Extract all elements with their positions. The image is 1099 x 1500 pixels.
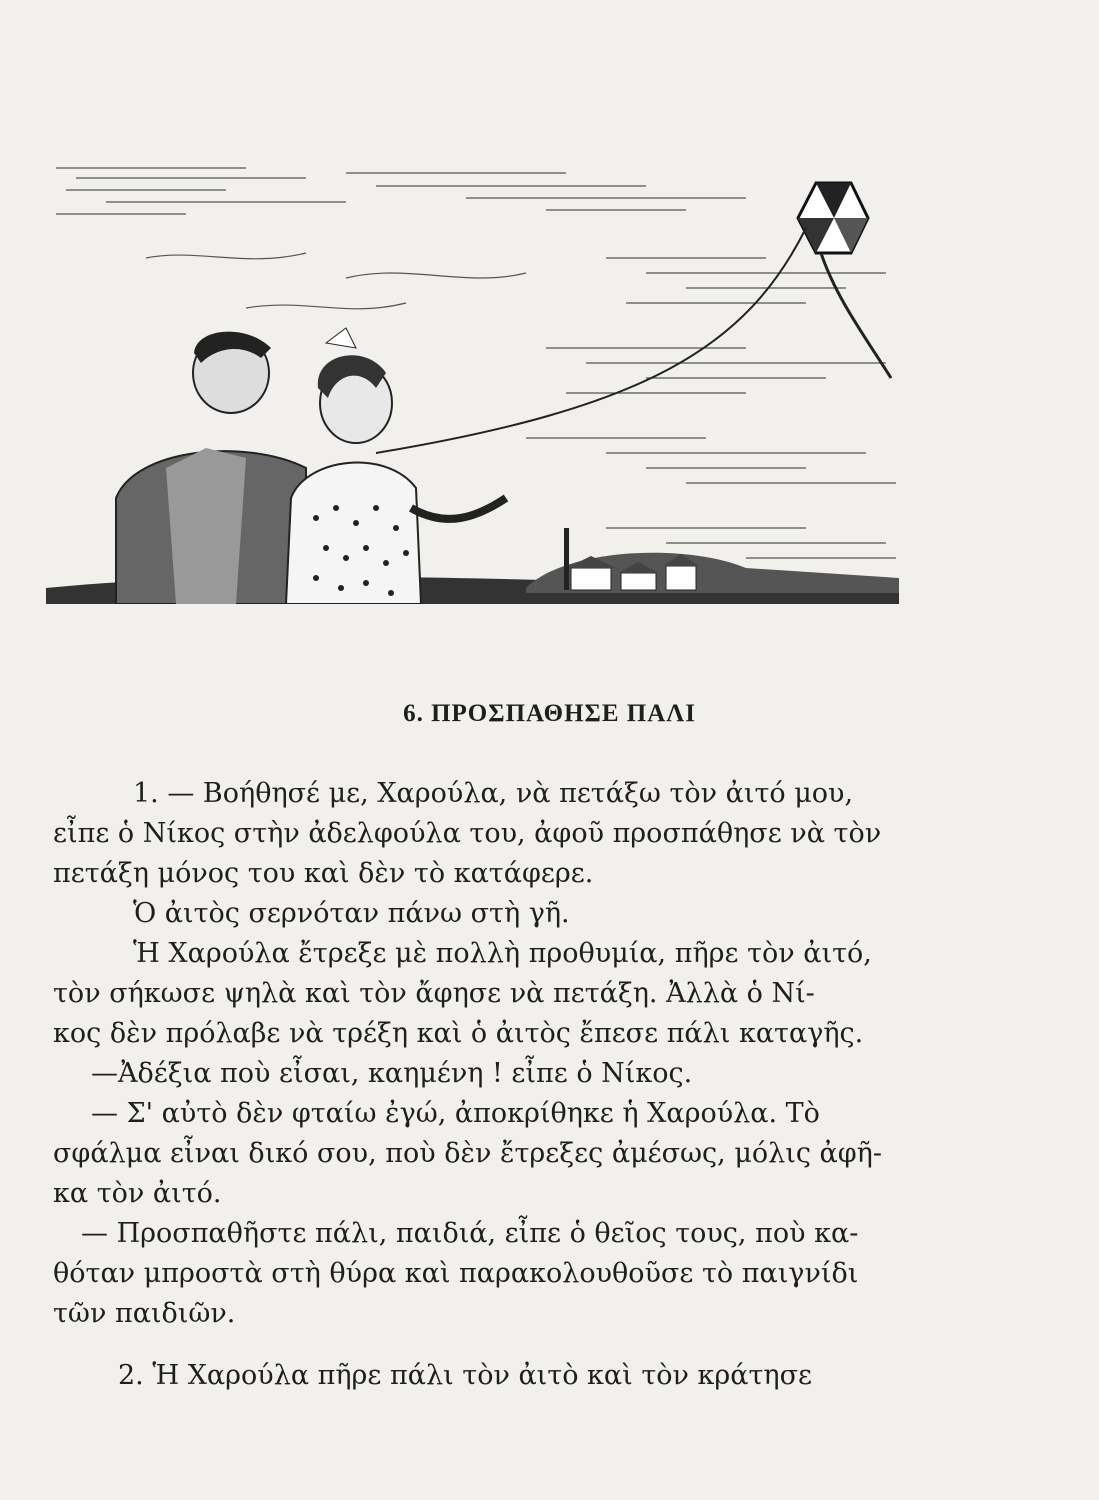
lesson-text	[53, 774, 906, 1396]
text-line: τῶν παιδιῶν.	[53, 1298, 236, 1329]
text-line: Ὁ ἀιτὸς σερνόταν πάνω στὴ γῆ.	[133, 898, 570, 929]
text-line: — Προσπαθῆστε πάλι, παιδιά, εἶπε ὁ θεῖος τους, ποὺ κα-	[81, 1218, 859, 1249]
boy-figure	[116, 332, 306, 604]
text-line: Ἡ Χαρούλα ἔτρεξε μὲ πολλὴ προθυμία, πῆρε τὸν ἀιτό,	[133, 938, 872, 969]
text-line: 2. Ἡ Χαρούλα πῆρε πάλι τὸν ἀιτὸ καὶ τὸν κράτησε	[118, 1360, 813, 1391]
text-line: τὸν σήκωσε ψηλὰ καὶ τὸν ἄφησε νὰ πετάξη. Ἀλλὰ ὁ Νί-	[53, 978, 815, 1009]
text-line: 1. — Βοήθησέ με, Χαρούλα, νὰ πετάξω τὸν ἀιτό μου,	[133, 778, 854, 809]
lesson-title: 6. ΠΡΟΣΠΑΘΗΣΕ ΠΑΛΙ	[403, 700, 696, 727]
text-line: κος δὲν πρόλαβε νὰ τρέξη καὶ ὁ ἀιτὸς ἔπεσε πάλι καταγῆς.	[53, 1018, 864, 1049]
kite-illustration	[46, 148, 899, 604]
text-line: σφάλμα εἶναι δικό σου, ποὺ δὲν ἔτρεξες ἀμέσως, μόλις ἀφῆ-	[53, 1138, 882, 1169]
girl-figure	[286, 328, 506, 604]
kite-tail	[821, 253, 891, 378]
kite	[798, 183, 868, 253]
text-line: — Σ' αὐτὸ δὲν φταίω ἐγώ, ἀποκρίθηκε ἡ Χαρούλα. Τὸ	[91, 1098, 820, 1129]
text-line: πετάξη μόνος του καὶ δὲν τὸ κατάφερε.	[53, 858, 594, 889]
text-line: εἶπε ὁ Νίκος στὴν ἀδελφούλα του, ἀφοῦ προσπάθησε νὰ τὸν	[53, 818, 882, 849]
text-line: —Ἀδέξια ποὺ εἶσαι, καημένη ! εἶπε ὁ Νίκος.	[91, 1058, 693, 1089]
text-line: θόταν μπροστὰ στὴ θύρα καὶ παρακολουθοῦσε τὸ παιγνίδι	[53, 1258, 859, 1289]
illustration-drawing	[46, 148, 899, 604]
text-line: κα τὸν ἀιτό.	[53, 1178, 222, 1209]
kite-string	[376, 228, 806, 453]
